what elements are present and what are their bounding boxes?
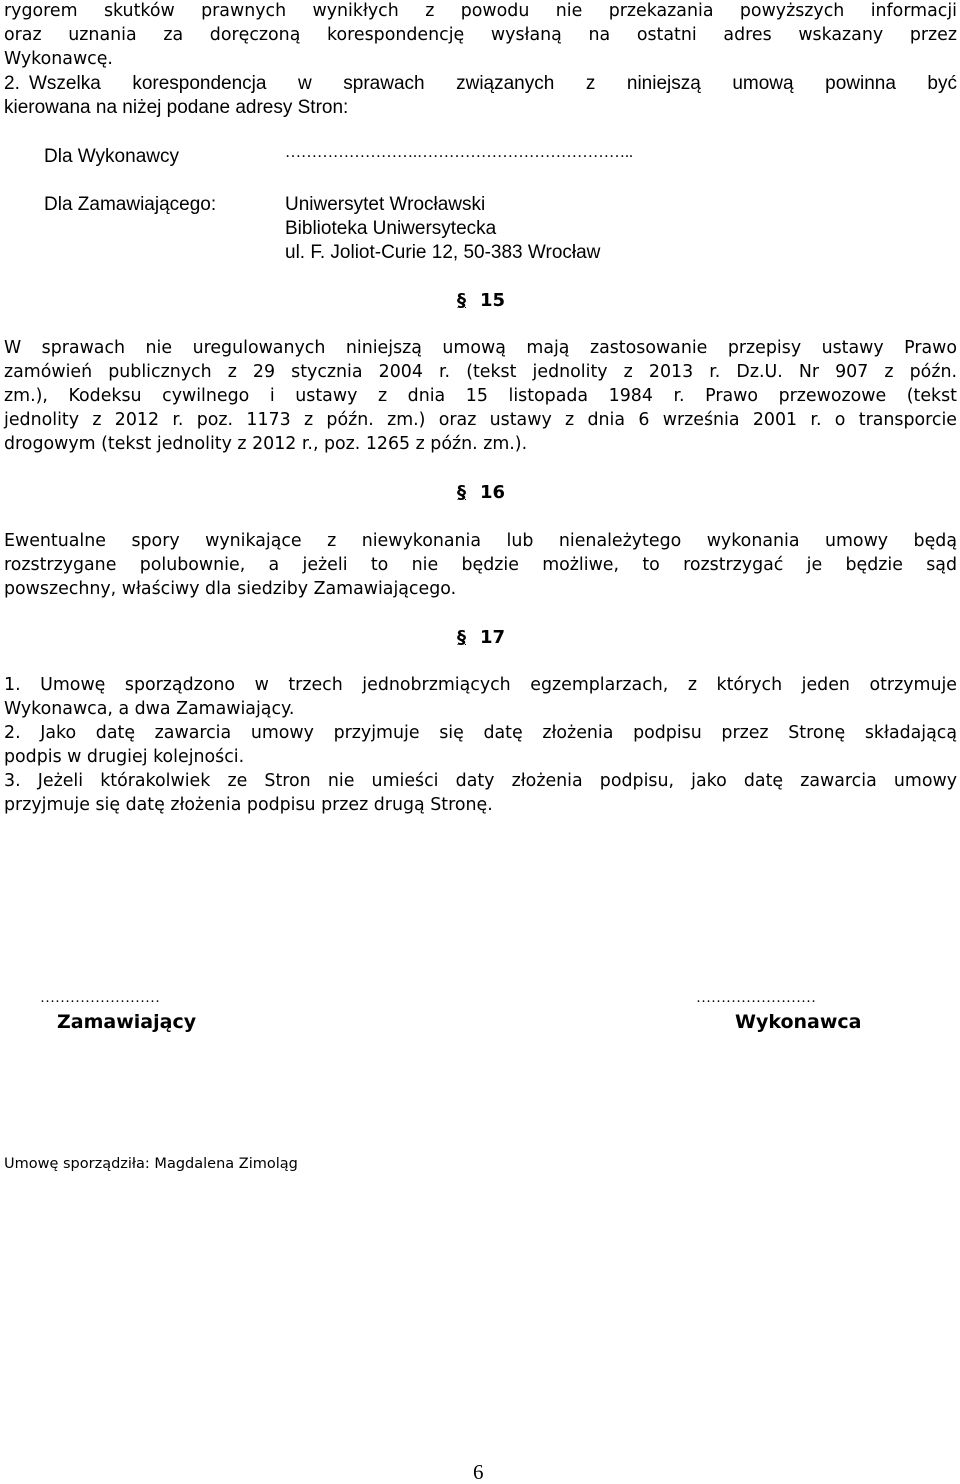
section-heading-17 — [457, 629, 505, 647]
section-number: 16 — [480, 482, 506, 503]
text-line: podpis w drugiej kolejności. — [4, 747, 245, 767]
section-symbol: § — [457, 290, 466, 311]
client-address-line: ul. F. Joliot-Curie 12, 50-383 Wrocław — [285, 242, 601, 263]
text-line: Wykonawca, a dwa Zamawiający. — [4, 699, 295, 719]
text-line: zm.), Kodeksu cywilnego i ustawy z dnia 15 listopada 1984 r. Prawo przewozowe (tekst — [4, 386, 957, 406]
text-line: rozstrzygane polubownie, a jeżeli to nie będzie możliwe, to rozstrzygać je będzie sąd — [4, 555, 957, 575]
text-line: 2. Jako datę zawarcia umowy przyjmuje się datę złożenia podpisu przez Stronę składającą — [4, 723, 957, 743]
client-label: Dla Zamawiającego: — [44, 194, 217, 215]
item-number: 2. — [4, 73, 20, 94]
client-address-line: Biblioteka Uniwersytecka — [285, 218, 497, 239]
section-symbol: § — [457, 482, 466, 503]
section-heading-15 — [457, 292, 505, 310]
text-line: jednolity z 2012 r. poz. 1173 z późn. zm.) oraz ustawy z dnia 6 września 2001 r. o transporcie — [4, 410, 957, 430]
signature-line-contractor: …………………… — [696, 990, 816, 1006]
client-address-line: Uniwersytet Wrocławski — [285, 194, 486, 215]
page-number: 6 — [473, 1460, 484, 1484]
text-line: 3. Jeżeli którakolwiek ze Stron nie umieści daty złożenia podpisu, jako datę zawarcia umowy — [4, 771, 957, 791]
text-line: W sprawach nie uregulowanych niniejszą umową mają zastosowanie przepisy ustawy Prawo — [4, 338, 957, 358]
signature-label-contractor: Wykonawca — [735, 1011, 862, 1033]
text-line: Wszelka korespondencja w sprawach związanych z niniejszą umową powinna być — [29, 73, 957, 94]
text-line: powszechny, właściwy dla siedziby Zamawiającego. — [4, 579, 457, 599]
text-line: rygorem skutków prawnych wynikłych z powodu nie przekazania powyższych informacji — [4, 1, 957, 21]
text-line: 1. Umowę sporządzono w trzech jednobrzmiących egzemplarzach, z których jeden otrzymuje — [4, 675, 957, 695]
text-line: oraz uznania za doręczoną korespondencję wysłaną na ostatni adres wskazany przez — [4, 25, 957, 45]
text-line: zamówień publicznych z 29 stycznia 2004 r. (tekst jednolity z 2013 r. Dz.U. Nr 907 z późn. — [4, 362, 957, 382]
contractor-address-placeholder: …………………….………………………………….. — [285, 144, 633, 161]
section-number: 17 — [480, 627, 506, 648]
text-line: kierowana na niżej podane adresy Stron: — [4, 97, 349, 118]
section-symbol: § — [457, 627, 466, 648]
signature-line-client: …………………… — [40, 990, 160, 1006]
text-line: Ewentualne spory wynikające z niewykonania lub nienależytego wykonania umowy będą — [4, 531, 957, 551]
signature-label-client: Zamawiający — [57, 1011, 197, 1033]
text-line: przyjmuje się datę złożenia podpisu przez drugą Stronę. — [4, 795, 493, 815]
section-heading-16 — [457, 484, 505, 502]
text-line: Wykonawcę. — [4, 49, 113, 69]
prepared-by-note: Umowę sporządziła: Magdalena Zimoląg — [4, 1156, 298, 1172]
text-line: drogowym (tekst jednolity z 2012 r., poz. 1265 z późn. zm.). — [4, 434, 528, 454]
contractor-label: Dla Wykonawcy — [44, 146, 179, 167]
section-number: 15 — [480, 290, 506, 311]
